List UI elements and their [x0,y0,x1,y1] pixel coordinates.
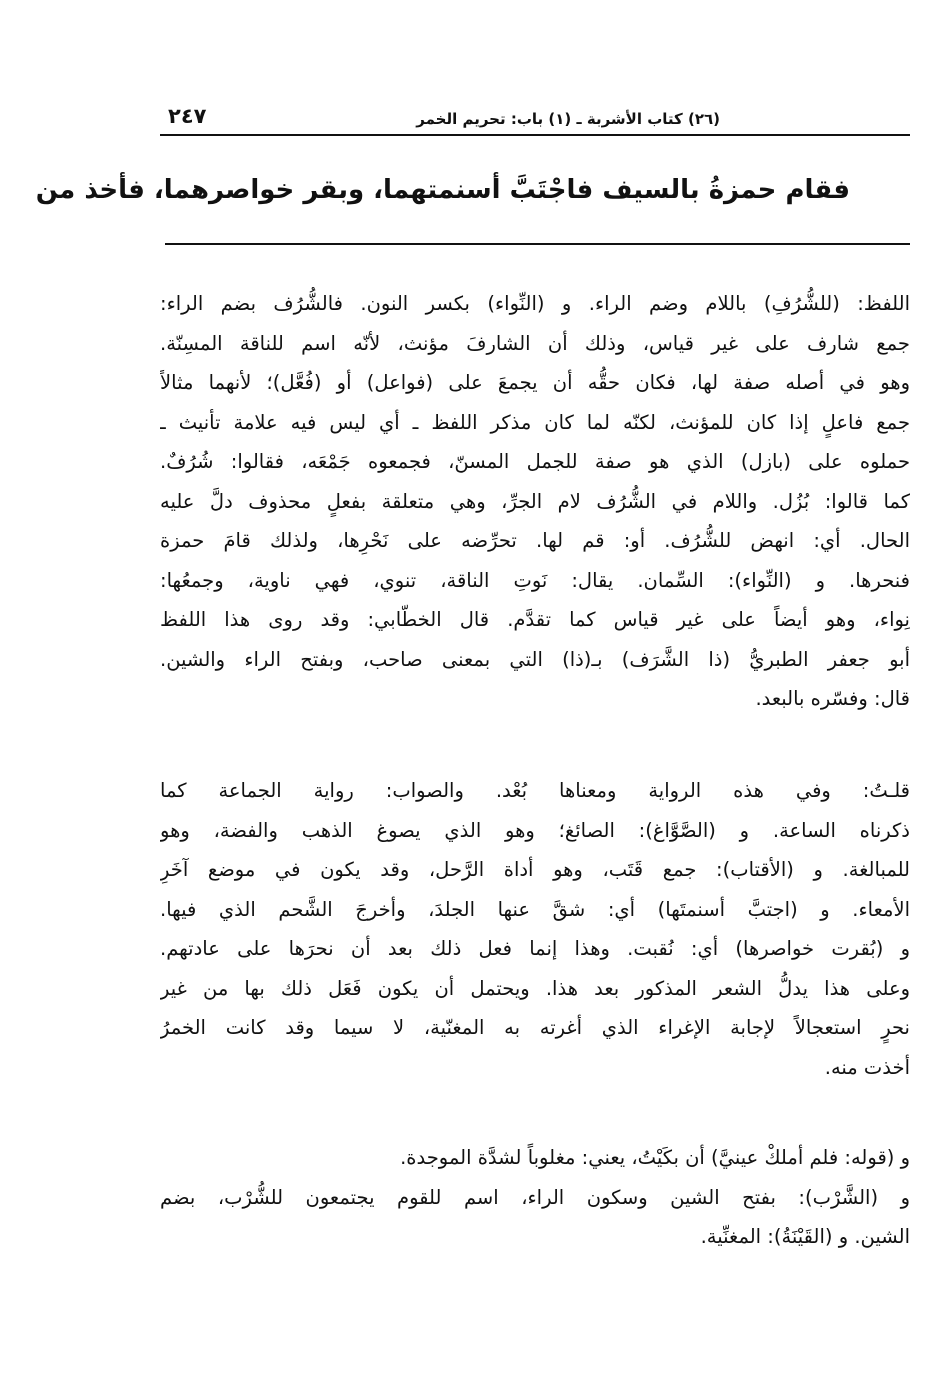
commentary-line: و (بُقرت خواصرها) أي: نُقبت. وهذا إنما فعل ذلك بعد أن نحرَها على عادتهم. [160,937,910,960]
commentary-line: قال: وفسّره بالبعد. [755,687,910,710]
commentary-line: للمبالغة. و (الأقتاب): جمع قَتَب، وهو أداة الرَّحل، وقد يكون في موضع آخَرِ [160,858,910,881]
commentary-paragraph-2 [160,771,910,1087]
commentary-paragraph-3 [160,1138,910,1257]
commentary-line: فنحرها. و (النِّواء): السِّمان. يقال: نَوتِ الناقة، تنوي، فهي ناوية، وجمعُها: [160,568,910,592]
commentary-line: و (الشَّرْب): بفتح الشين وسكون الراء، اسم للقوم يجتمعون للشُّرْب، بضم [160,1185,910,1209]
commentary-line: وعلى هذا يدلُّ الشعر المذكور بعد هذا. ويحتمل أن يكون فَعَل ذلك بها من غير [160,976,910,1000]
commentary-line: اللفظ: (للشُّرُفِ) باللام وضم الراء. و (النِّواء) بكسر النون. فالشُّرُف بضم الراء: [160,292,910,315]
page-header [160,104,910,136]
commentary-line: جمع شارف على غير قياس، وذلك أن الشارفَ مؤنث، لأنّه اسم للناقة المسِنّة. [160,331,910,355]
commentary-line: جمع فاعلٍ إذا كان للمؤنث، لكنّه لما كان مذكر اللفظ ـ أي ليس فيه علامة تأنيث ـ [160,410,910,434]
commentary-line: و (قوله: فلم أملكْ عينيَّ) أن بكَيْتُ، يعني: مغلوباً لشدَّة الموجدة. [400,1146,910,1169]
commentary-line: كما قالوا: بُزُل. واللام في الشُّرُف لام الجرِّ، وهي متعلقة بفعلٍ محذوف دلَّ عليه [160,489,910,513]
text-divider [165,243,910,245]
commentary-line: الحال. أي: انهض للشُّرُف. أو: قم لها. تحرِّضه على نَحْرِها، ولذلك قامَ حمزة [160,529,910,552]
commentary-line: نِواء، وهو أيضاً على غير قياس كما تقدَّم. قال الخطّابي: وقد روى هذا اللفظ [160,608,910,631]
commentary-line: أبو جعفر الطبريُّ (ذا الشَّرَف) بـ(ذا) التي بمعنى صاحب، وبفتح الراء والشين. [160,647,910,671]
page-number: ٢٤٧ [168,104,207,128]
commentary-line: الشين. و (القَيْنَةُ): المغنِّية. [700,1225,910,1248]
commentary-line: ذكرناه الساعة. و (الصَّوَّاغ): الصائغ؛ وهو الذي يصوغ الذهب والفضة، وهو [160,818,910,842]
commentary-line: حملوه على (بازل) الذي هو صفة للجمل المسنّ، فجمعوه جَمْعَه، فقالوا: شُرُفٌ. [160,450,910,473]
commentary-paragraph-1 [160,284,910,719]
commentary-line: نحرٍ استعجالاً لإجابة الإغراء الذي أغرته به المغنّية، لا سيما وقد كانت الخمرُ [160,1016,910,1039]
commentary-line: أخذت منه. [824,1055,910,1079]
running-head: (٢٦) كتاب الأشربة ـ (١) باب: تحريم الخمر [416,110,720,128]
commentary-line: قلـتُ: وفي هذه الرواية ومعناها بُعْد. والصواب: رواية الجماعة كما [160,779,910,802]
commentary-line: وهو في أصله صفة لها، فكان حقُّه أن يجمعَ على (فواعل) أو (فُعَّل)؛ لأنهما مثالاً [160,371,910,394]
hadith-text: فقام حمزةُ بالسيف فاجْتَبَّ أسنمتهما، وبقر خواصرهما، فأخذ من [35,175,850,205]
commentary-line: الأمعاء. و (اجتبَّ أسنمتَها) أي: شقَّ عنها الجلدَ، وأخرجَ الشَّحم الذي فيها. [160,897,910,921]
